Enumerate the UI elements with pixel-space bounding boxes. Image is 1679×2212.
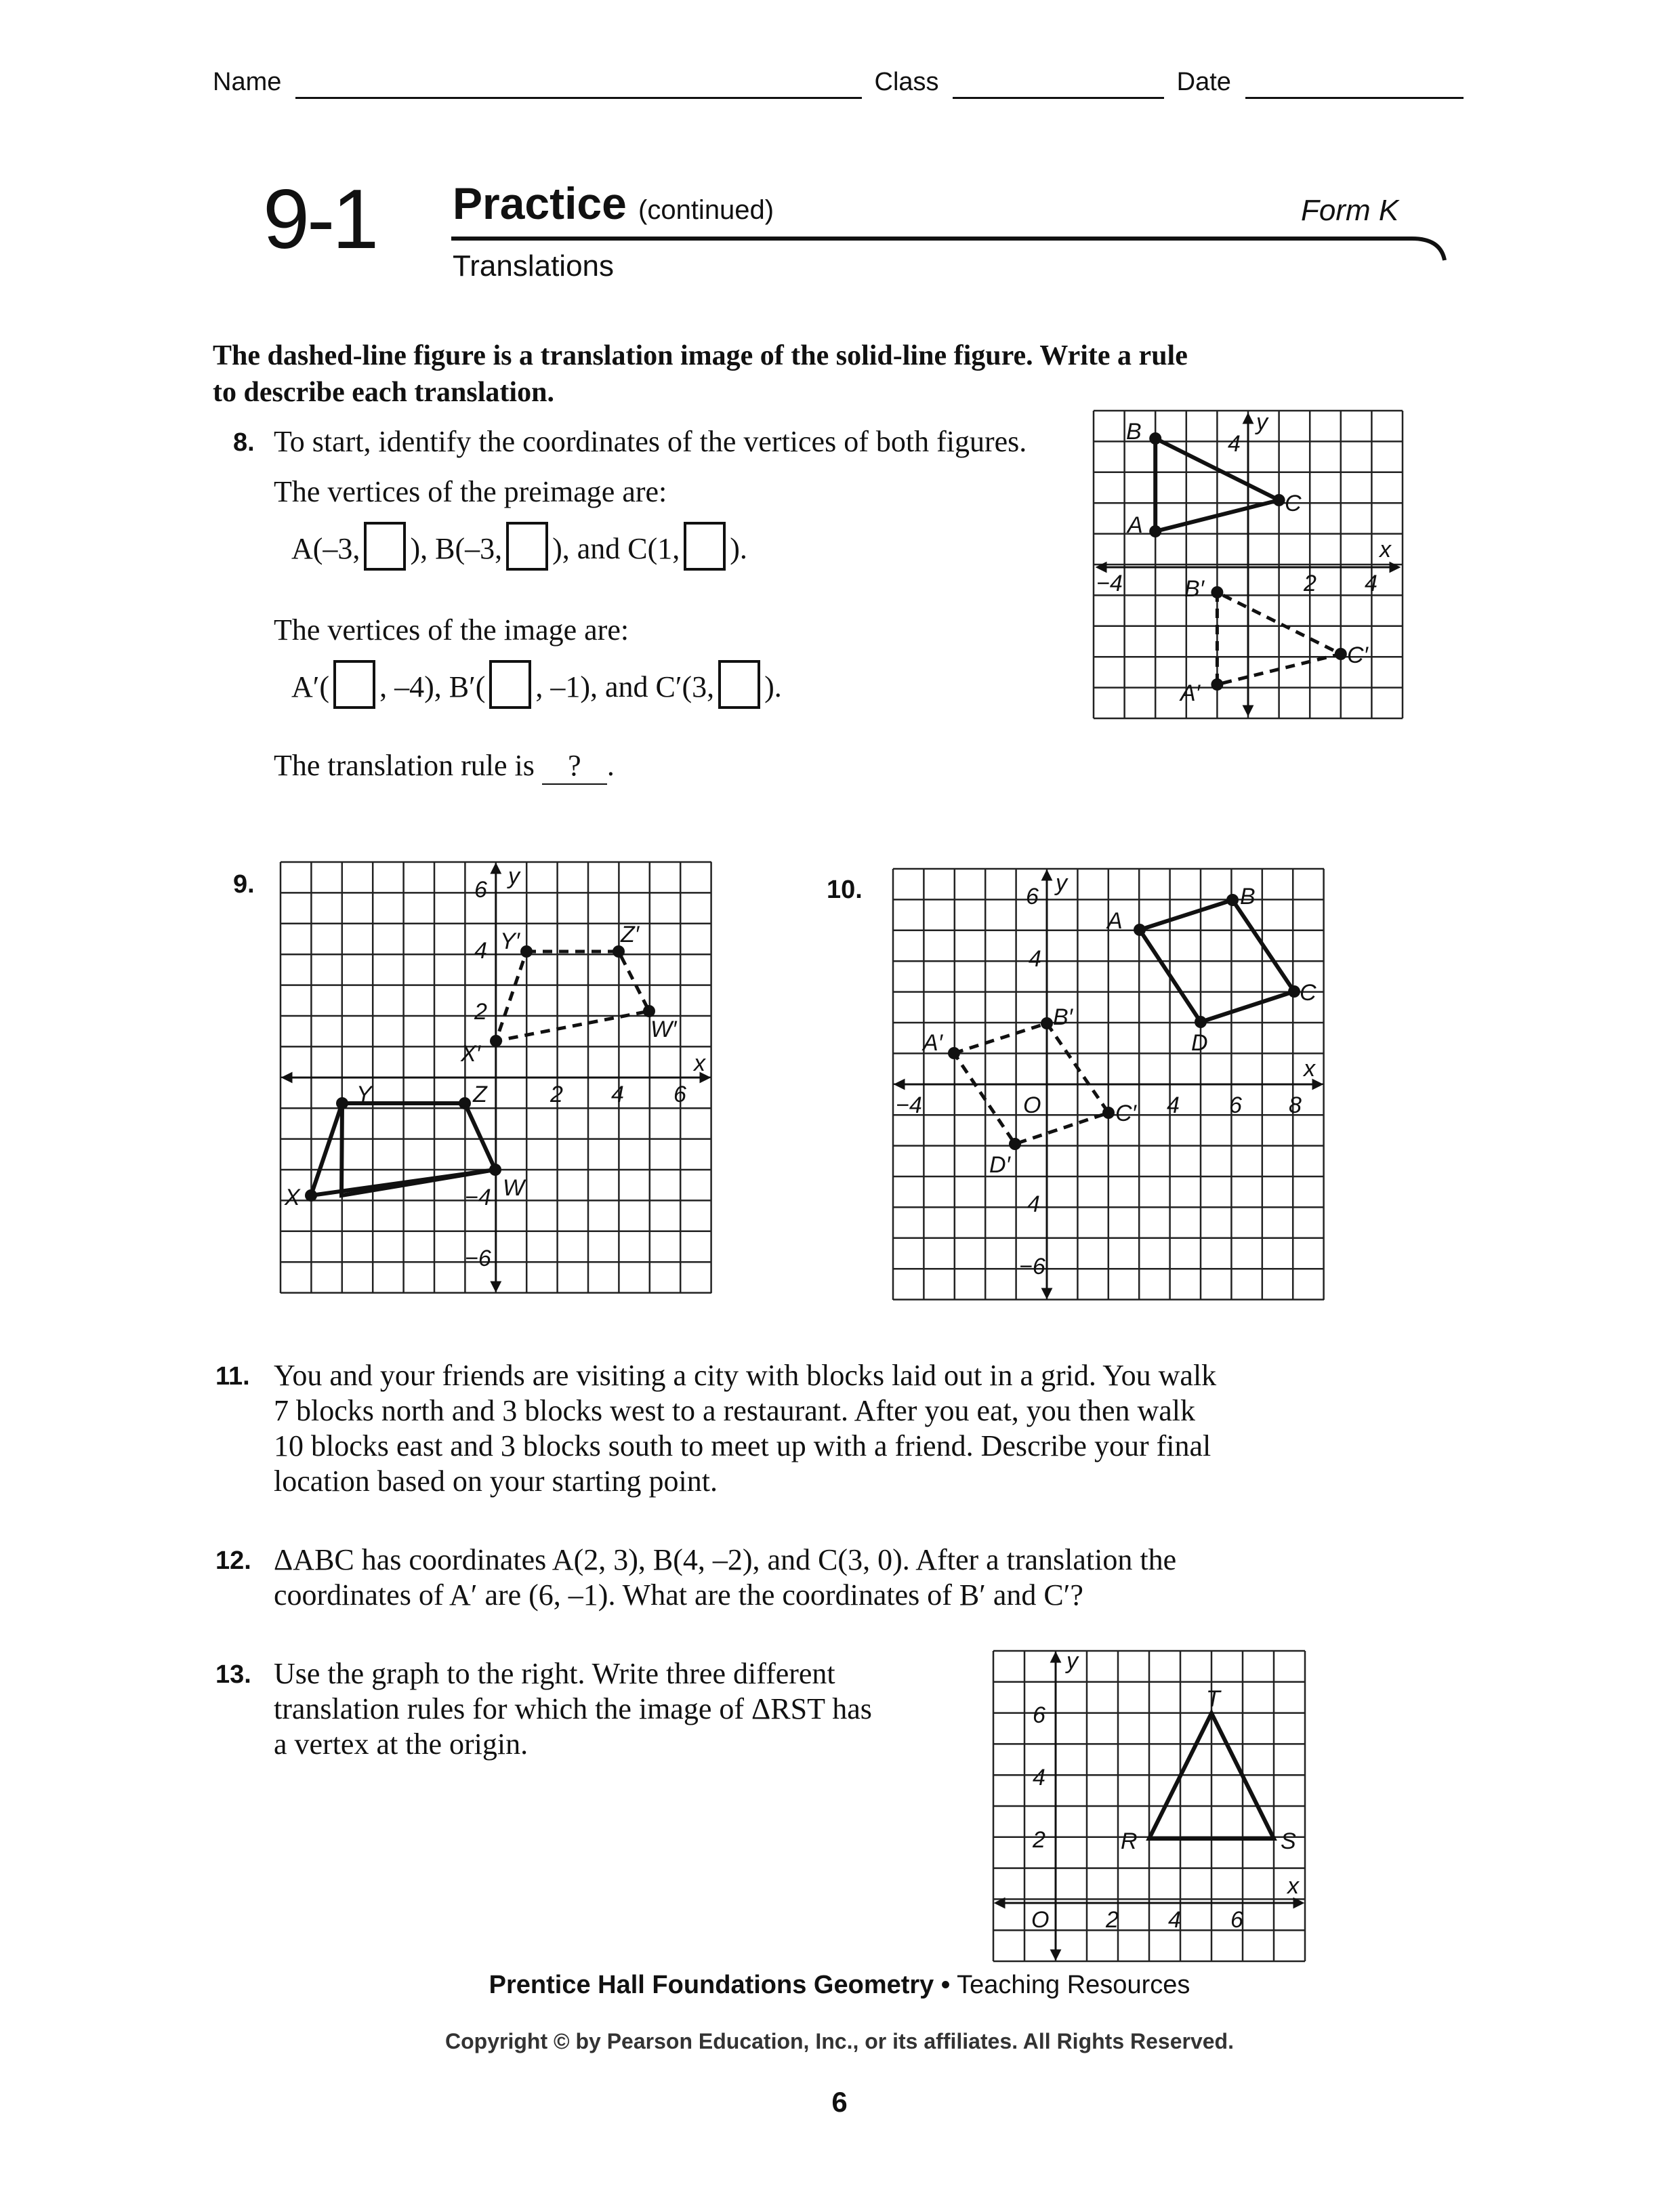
rule-blank[interactable]: ? [542, 748, 607, 785]
date-label: Date [1176, 68, 1231, 96]
instructions: The dashed-line figure is a translation image of the solid-line figure. Write a rule to describe each translation. [213, 340, 1188, 408]
class-blank[interactable] [953, 68, 1164, 99]
g8-label-x: x [1380, 537, 1391, 562]
g10-label-dp: D′ [989, 1152, 1010, 1178]
q12-number: 12. [215, 1547, 251, 1575]
graph-q10 [890, 866, 1331, 1307]
footer-resources: Teaching Resources [957, 1971, 1190, 1999]
form-label: Form K [1301, 194, 1399, 227]
lesson-continued: (continued) [638, 195, 774, 225]
g13-tick-y4: 4 [1033, 1765, 1045, 1790]
q12-text: ΔABC has coordinates A(2, 3), B(4, –2), and C(3, 0). After a translation the coordinates of A′ are (6, –1). What are the coordinates of B′ and C′? [274, 1543, 1177, 1612]
g9-label-z: Z [473, 1082, 487, 1107]
graph-q8 [1092, 409, 1404, 724]
g13-tick-y2: 2 [1033, 1827, 1045, 1853]
g10-label-x: x [1304, 1056, 1315, 1082]
graph-q9 [278, 859, 718, 1300]
q8-rule: The translation rule is ? . [274, 748, 615, 785]
g10-label-cp: C′ [1115, 1101, 1136, 1126]
g9-tick-y2: 2 [474, 999, 487, 1025]
g9-tick-x2: 2 [550, 1082, 563, 1107]
answer-box-a-y[interactable] [364, 522, 406, 571]
g13-tick-x4: 4 [1168, 1907, 1181, 1933]
answer-box-cp-y[interactable] [718, 660, 760, 709]
lesson-subtitle: Translations [453, 249, 615, 283]
q11-text: You and your friends are visiting a city with blocks laid out in a grid. You walk 7 blocks north and 3 blocks west to a restaurant. After you eat, you then walk 10 blocks east and 3 blocks south to meet up with a friend. Describe your final location based on your starting point. [274, 1359, 1217, 1498]
g13-tick-x6: 6 [1230, 1907, 1243, 1933]
g10-tick-y6: 6 [1026, 884, 1039, 909]
answer-box-c-y[interactable] [684, 522, 726, 571]
g8-tick-4y: 4 [1228, 431, 1241, 457]
g8-label-cp: C′ [1347, 642, 1368, 668]
answer-box-bp-x[interactable] [489, 660, 531, 709]
q10-number: 10. [827, 876, 863, 904]
footer-copyright: Copyright © by Pearson Education, Inc., or its affiliates. All Rights Reserved. [445, 2029, 1234, 2053]
g9-tick-ym6: −6 [465, 1246, 491, 1271]
q13-text: Use the graph to the right. Write three different translation rules for which the image of ΔRST has a vertex at the origin. [274, 1657, 872, 1761]
g10-tick-y4: 4 [1029, 946, 1041, 972]
g8-label-c: C [1285, 491, 1302, 516]
g13-origin: O [1031, 1907, 1050, 1933]
g9-label-y-vertex: Y [356, 1082, 372, 1107]
g9-tick-y6: 6 [474, 877, 487, 903]
g9-tick-ym4: −4 [465, 1185, 491, 1210]
g10-tick-x4: 4 [1167, 1092, 1180, 1118]
footer-book-line [0, 1971, 1679, 2000]
q8-image-label: The vertices of the image are: [274, 613, 629, 647]
page-number: 6 [831, 2086, 848, 2118]
g8-label-bp: B′ [1184, 576, 1205, 602]
g8-tick-2: 2 [1304, 571, 1317, 596]
g8-label-b: B [1126, 419, 1142, 445]
g10-origin: O [1023, 1092, 1041, 1118]
g10-label-y: y [1056, 870, 1067, 896]
g10-tick-x8: 8 [1289, 1092, 1302, 1118]
q8-intro: To start, identify the coordinates of the vertices of both figures. [274, 425, 1027, 458]
g8-label-ap: A′ [1180, 680, 1201, 706]
g10-label-d: D [1191, 1030, 1208, 1056]
q8-preimage-row: A(–3, ), B(–3, ), and C(1, ). [291, 522, 747, 571]
g8-tick-m4: −4 [1096, 571, 1123, 596]
g13-label-r: R [1121, 1828, 1138, 1854]
g10-label-ap: A′ [923, 1030, 943, 1056]
g9-tick-x6: 6 [673, 1082, 686, 1107]
g10-tick-ym4: 4 [1027, 1191, 1040, 1217]
g9-tick-x4: 4 [611, 1082, 624, 1107]
g9-label-w: W [503, 1175, 525, 1201]
g8-tick-4x: 4 [1365, 571, 1377, 596]
g9-label-y: y [508, 863, 520, 889]
g13-tick-x2: 2 [1106, 1907, 1119, 1933]
graph-q13 [991, 1648, 1309, 1967]
q8-number: 8. [233, 428, 255, 457]
q8-image-row: A′( , –4), B′( , –1), and C′(3, ). [291, 660, 782, 709]
g9-label-yp: Y′ [500, 928, 520, 954]
name-label: Name [213, 68, 282, 96]
g9-label-x-vertex: X [285, 1185, 300, 1210]
lesson-title: Practice [453, 178, 627, 228]
lesson-number: 9-1 [263, 173, 377, 266]
g10-tick-xm4: −4 [896, 1092, 922, 1118]
g8-label-a: A [1127, 512, 1143, 538]
footer-book: Prentice Hall Foundations Geometry [489, 1971, 934, 1999]
g13-label-y: y [1066, 1648, 1078, 1674]
name-blank[interactable] [295, 68, 862, 99]
q9-number: 9. [233, 870, 255, 899]
q13-number: 13. [215, 1660, 251, 1689]
g10-label-bp: B′ [1053, 1004, 1073, 1030]
q8-preimage-label: The vertices of the preimage are: [274, 475, 667, 508]
g10-label-a: A [1107, 908, 1123, 934]
g9-label-zp: Z′ [621, 922, 640, 947]
g10-label-c: C [1300, 980, 1317, 1006]
q11-number: 11. [215, 1362, 250, 1391]
g9-label-wp: W′ [650, 1017, 677, 1042]
g10-tick-ym6: −6 [1019, 1254, 1045, 1279]
g13-label-t: T [1206, 1686, 1220, 1712]
footer-bullet: • [940, 1971, 951, 1999]
g8-label-y: y [1256, 409, 1268, 435]
class-label: Class [874, 68, 939, 96]
date-blank[interactable] [1245, 68, 1464, 99]
g13-label-x: x [1287, 1873, 1299, 1899]
g9-tick-y4: 4 [474, 938, 487, 964]
g9-label-x: x [694, 1050, 705, 1076]
answer-box-ap-x[interactable] [333, 660, 375, 709]
g13-tick-y6: 6 [1033, 1702, 1045, 1728]
g10-tick-x6: 6 [1229, 1092, 1242, 1118]
g10-label-b: B [1240, 884, 1256, 909]
g13-label-s: S [1281, 1828, 1296, 1854]
answer-box-b-y[interactable] [506, 522, 548, 571]
name-row [213, 68, 1464, 99]
g9-label-xp: X′ [461, 1041, 481, 1067]
